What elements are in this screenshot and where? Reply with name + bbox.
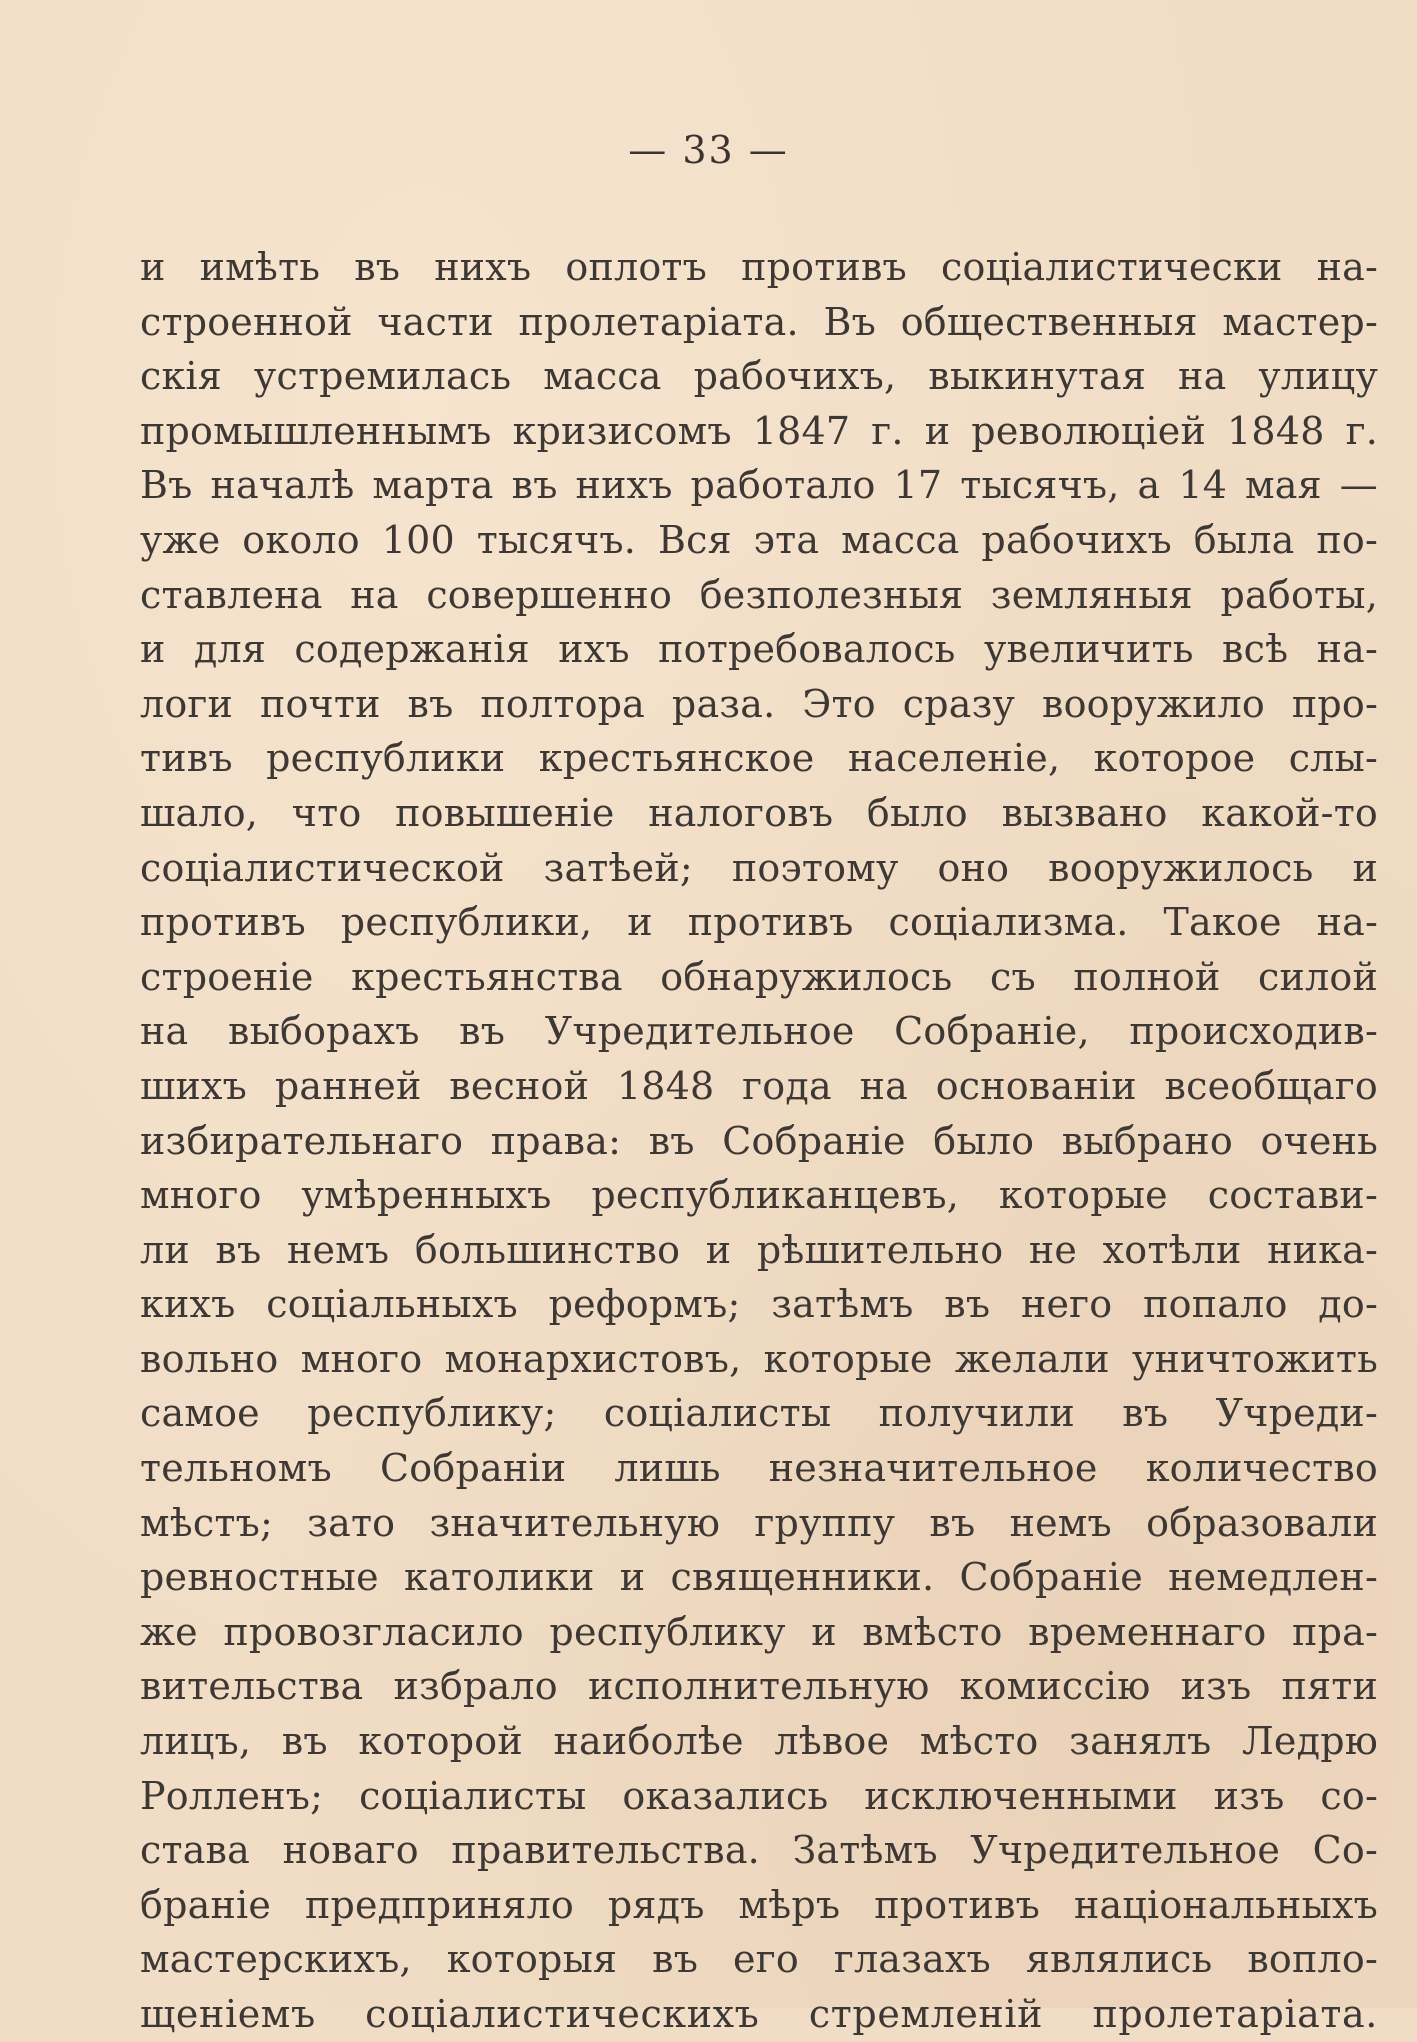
- text-line: щеніемъ соціалистическихъ стремленій пролетаріата.: [140, 1992, 1378, 2036]
- text-line: самое республику; соціалисты получили въ Учреди-: [140, 1391, 1378, 1436]
- text-line: логи почти въ полтора раза. Это сразу вооружило про-: [140, 681, 1378, 726]
- text-line: браніе предприняло рядъ мѣръ противъ національныхъ: [140, 1882, 1378, 1927]
- text-line: става новаго правительства. Затѣмъ Учредительное Со-: [140, 1828, 1378, 1873]
- page-number-header: — 33 —: [628, 128, 789, 172]
- text-line: на выборахъ въ Учредительное Собраніе, происходив-: [140, 1009, 1378, 1054]
- text-line: лицъ, въ которой наиболѣе лѣвое мѣсто занялъ Ледрю: [140, 1719, 1378, 1764]
- text-line: мѣстъ; зато значительную группу въ немъ образовали: [140, 1500, 1378, 1545]
- text-line: скія устремилась масса рабочихъ, выкинутая на улицу: [140, 354, 1378, 399]
- text-line: соціалистической затѣей; поэтому оно вооружилось и: [140, 845, 1378, 890]
- text-line: же провозгласило республику и вмѣсто временнаго пра-: [140, 1609, 1378, 1654]
- text-line: ли въ немъ большинство и рѣшительно не хотѣли ника-: [140, 1227, 1378, 1272]
- text-line: тельномъ Собраніи лишь незначительное количество: [140, 1446, 1378, 1491]
- body-text: [140, 240, 1378, 2042]
- text-line: много умѣренныхъ республиканцевъ, которые состави-: [140, 1173, 1378, 1218]
- text-line: Ролленъ; соціалисты оказались исключенными изъ со-: [140, 1773, 1378, 1818]
- text-line: строеніе крестьянства обнаружилось съ полной силой: [140, 954, 1378, 999]
- text-line: вольно много монархистовъ, которые желали уничтожить: [140, 1336, 1378, 1381]
- text-line: кихъ соціальныхъ реформъ; затѣмъ въ него попало до-: [140, 1282, 1378, 1327]
- text-line: и имѣть въ нихъ оплотъ противъ соціалистически на-: [140, 245, 1378, 289]
- text-line: Въ началѣ марта въ нихъ работало 17 тысячъ, а 14 мая —: [140, 463, 1378, 508]
- text-line: шихъ ранней весной 1848 года на основаніи всеобщаго: [140, 1063, 1378, 1108]
- text-line: ревностные католики и священники. Собраніе немедлен-: [140, 1555, 1378, 1600]
- text-line: промышленнымъ кризисомъ 1847 г. и революціей 1848 г.: [140, 408, 1378, 453]
- text-line: избирательнаго права: въ Собраніе было выбрано очень: [140, 1118, 1378, 1163]
- text-line: уже около 100 тысячъ. Вся эта масса рабочихъ была по-: [140, 517, 1378, 562]
- text-line: строенной части пролетаріата. Въ общественныя мастер-: [140, 299, 1378, 344]
- text-line: шало, что повышеніе налоговъ было вызвано какой-то: [140, 790, 1378, 835]
- text-line: ставлена на совершенно безполезныя земляныя работы,: [140, 572, 1378, 617]
- text-line: и для содержанія ихъ потребовалось увеличить всѣ на-: [140, 627, 1378, 672]
- text-line: вительства избрало исполнительную комиссію изъ пяти: [140, 1664, 1378, 1709]
- text-line: мастерскихъ, которыя въ его глазахъ являлись вопло-: [140, 1937, 1378, 1982]
- text-line: тивъ республики крестьянское населеніе, которое слы-: [140, 736, 1378, 781]
- text-line: противъ республики, и противъ соціализма. Такое на-: [140, 900, 1378, 945]
